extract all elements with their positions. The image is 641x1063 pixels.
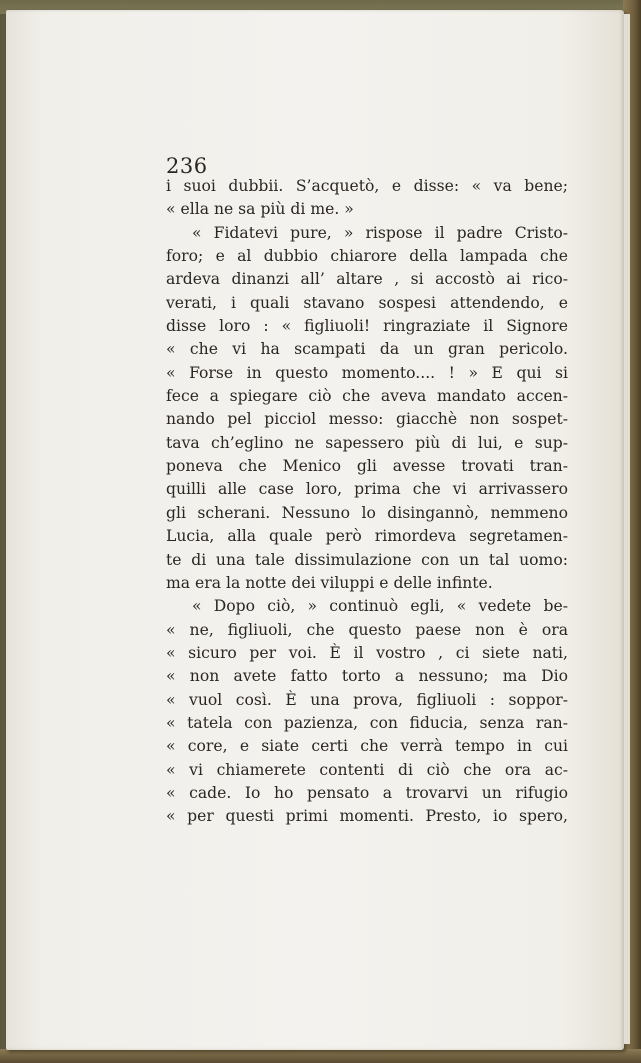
text-line: quilli alle case loro, prima che vi arrivassero bbox=[166, 480, 568, 499]
text-line: i suoi dubbii. S’acquetò, e disse: « va bene; bbox=[166, 177, 568, 195]
text-line: fece a spiegare ciò che aveva mandato accen- bbox=[166, 387, 568, 406]
text-line: foro; e al dubbio chiarore della lampada che bbox=[166, 247, 568, 266]
page-stack-edge bbox=[624, 14, 630, 1044]
text-line: « Forse in questo momento.... ! » E qui si bbox=[166, 363, 568, 382]
text-line: « vi chiamerete contenti di ciò che ora ac- bbox=[166, 760, 568, 779]
text-line: Lucia, alla quale però rimordeva segretamen- bbox=[166, 527, 568, 546]
book-bottom-edge bbox=[0, 1049, 641, 1063]
text-line: te di una tale dissimulazione con un tal uomo: bbox=[166, 550, 568, 569]
text-line: poneva che Menico gli avesse trovati tran- bbox=[166, 457, 568, 476]
text-line: disse loro : « figliuoli! ringraziate il Signore bbox=[166, 317, 568, 336]
body-text bbox=[166, 175, 568, 829]
text-line: « Fidatevi pure, » rispose il padre Cristo- bbox=[192, 223, 568, 242]
text-line: « core, e siate certi che verrà tempo in cui bbox=[166, 737, 568, 756]
text-line: « tatela con pazienza, con fiducia, senza ran- bbox=[166, 713, 568, 732]
text-line: « per questi primi momenti. Presto, io spero, bbox=[166, 807, 568, 826]
book-page bbox=[6, 10, 624, 1050]
text-line: tava ch’eglino ne sapessero più di lui, e sup- bbox=[166, 433, 568, 452]
text-line: « vuol così. È una prova, figliuoli : soppor- bbox=[166, 690, 568, 709]
text-line: ardeva dinanzi all’ altare , si accostò ai rico- bbox=[166, 270, 568, 289]
text-line: gli scherani. Nessuno lo disingannò, nemmeno bbox=[166, 503, 568, 522]
text-line: « ne, figliuoli, che questo paese non è ora bbox=[166, 620, 568, 639]
text-line: « sicuro per voi. È il vostro , ci siete nati, bbox=[166, 643, 568, 662]
text-line: verati, i quali stavano sospesi attendendo, e bbox=[166, 293, 568, 312]
text-line: « non avete fatto torto a nessuno; ma Dio bbox=[166, 667, 568, 686]
text-line: ma era la notte dei viluppi e delle infinte. bbox=[166, 573, 493, 592]
text-line: « Dopo ciò, » continuò egli, « vedete be- bbox=[192, 597, 568, 616]
text-line: « cade. Io ho pensato a trovarvi un rifugio bbox=[166, 783, 568, 802]
text-line: « che vi ha scampati da un gran pericolo. bbox=[166, 340, 568, 359]
text-line: « ella ne sa più di me. » bbox=[166, 200, 354, 219]
page-number: 236 bbox=[166, 154, 208, 178]
text-line: nando pel picciol messo: giacchè non sospet- bbox=[166, 410, 568, 429]
